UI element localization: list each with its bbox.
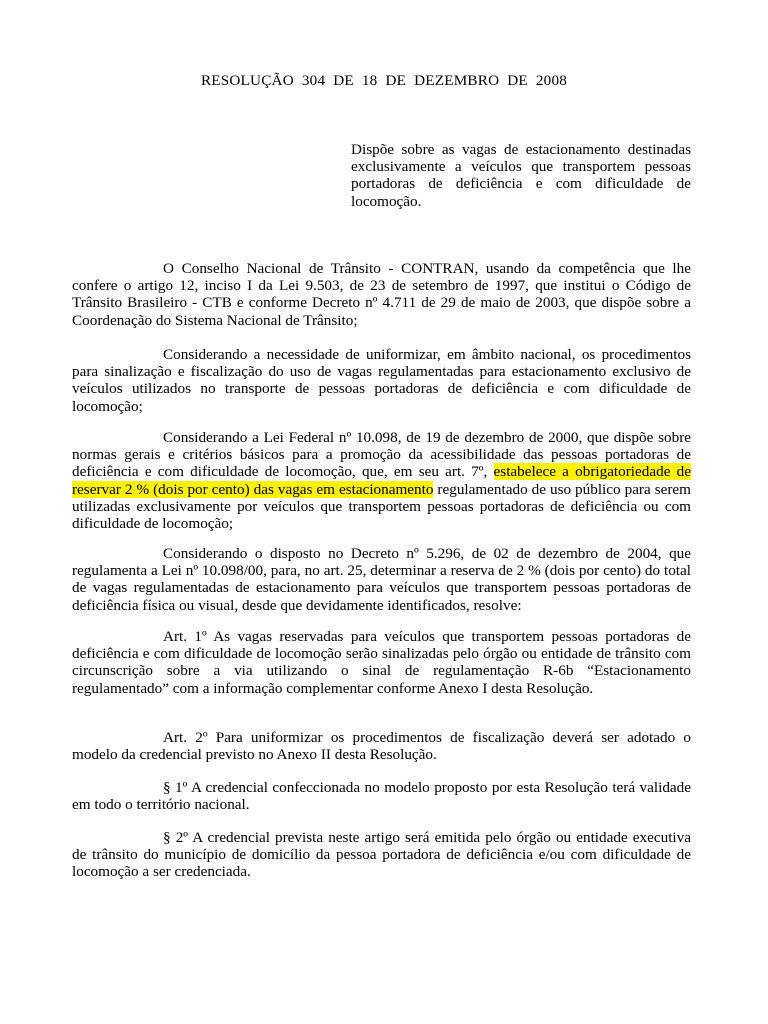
article-1-text: Art. 1º As vagas reservadas para veículos que transportem pessoas portadoras de deficiência e com dificuldade de locomoção serão sinalizadas pelo órgão ou entidade de trânsito com circunscrição sobre a via utilizando o sinal de regulamentação R-6b “Estacionamento regulamentado” com a informação complementar conforme Anexo I desta Resolução. — [72, 628, 691, 697]
considering-text-2-end: regulamentado de uso público para serem utilizadas exclusivamente por veículos que transportem pessoas portadoras de deficiência ou com dificuldade de locomoção; — [72, 480, 691, 533]
paragraph-2-text: § 2º A credencial prevista neste artigo será emitida pelo órgão ou entidade executiva de trânsito do município de domicílio da pessoa portadora de deficiência e/ou com dificuldade de locomoção a ser credenciada. — [72, 829, 691, 881]
highlighted-text: estabelece a obrigatoriedade de reservar 2 % (dois por cento) das vagas em estacionamento — [72, 463, 692, 498]
paragraph-1 — [72, 779, 691, 813]
article-2 — [72, 729, 691, 763]
paragraph-1-text: § 1º A credencial confeccionada no modelo proposto por esta Resolução terá validade em todo o território nacional. — [72, 779, 691, 814]
article-1 — [72, 628, 691, 697]
preamble-text: O Conselho Nacional de Trânsito - CONTRAN, usando da competência que lhe confere o artigo 12, inciso I da Lei 9.503, de 23 de setembro de 1997, que institui o Código de Trânsito Brasileiro - CTB e conforme Decreto nº 4.711 de 29 de maio de 2003, que dispõe sobre a Coordenação do Sistema Nacional de Trânsito; — [72, 260, 691, 329]
considering-text-1: Considerando a necessidade de uniformizar, em âmbito nacional, os procedimentos para sinalização e fiscalização do uso de vagas regulamentadas para estacionamento exclusivo de veículos utilizados no transporte de pessoas portadoras de deficiência e com dificuldade de locomoção; — [72, 346, 691, 415]
considering-paragraph-2 — [72, 429, 691, 532]
paragraph-2 — [72, 829, 691, 881]
considering-text-2-start: Considerando a Lei Federal nº 10.098, de 19 de dezembro de 2000, que dispõe sobre normas gerais e critérios básicos para a promoção da acessibilidade das pessoas portadoras de deficiência e com dificuldade de locomoção, que, em seu art. 7º, — [72, 429, 691, 481]
considering-paragraph-3 — [72, 545, 691, 614]
preamble-paragraph — [72, 260, 691, 329]
resolution-title: RESOLUÇÃO 304 DE 18 DE DEZEMBRO DE 2008 — [200, 72, 568, 89]
considering-text-3: Considerando o disposto no Decreto nº 5.296, de 02 de dezembro de 2004, que regulamenta a Lei nº 10.098/00, para, no art. 25, determinar a reserva de 2 % (dois por cento) do total de vagas regulamentadas de estacionamento para veículos que transportem pessoas portadoras de deficiência física ou visual, desde que devidamente identificados, resolve: — [72, 545, 691, 614]
resolution-summary: Dispõe sobre as vagas de estacionamento destinadas exclusivamente a veículos que transportem pessoas portadoras de deficiência e com dificuldade de locomoção. — [351, 141, 691, 210]
considering-text-2 — [72, 429, 691, 532]
article-2-text: Art. 2º Para uniformizar os procedimentos de fiscalização deverá ser adotado o modelo da credencial previsto no Anexo II desta Resolução. — [72, 729, 691, 764]
considering-paragraph-1 — [72, 346, 691, 415]
